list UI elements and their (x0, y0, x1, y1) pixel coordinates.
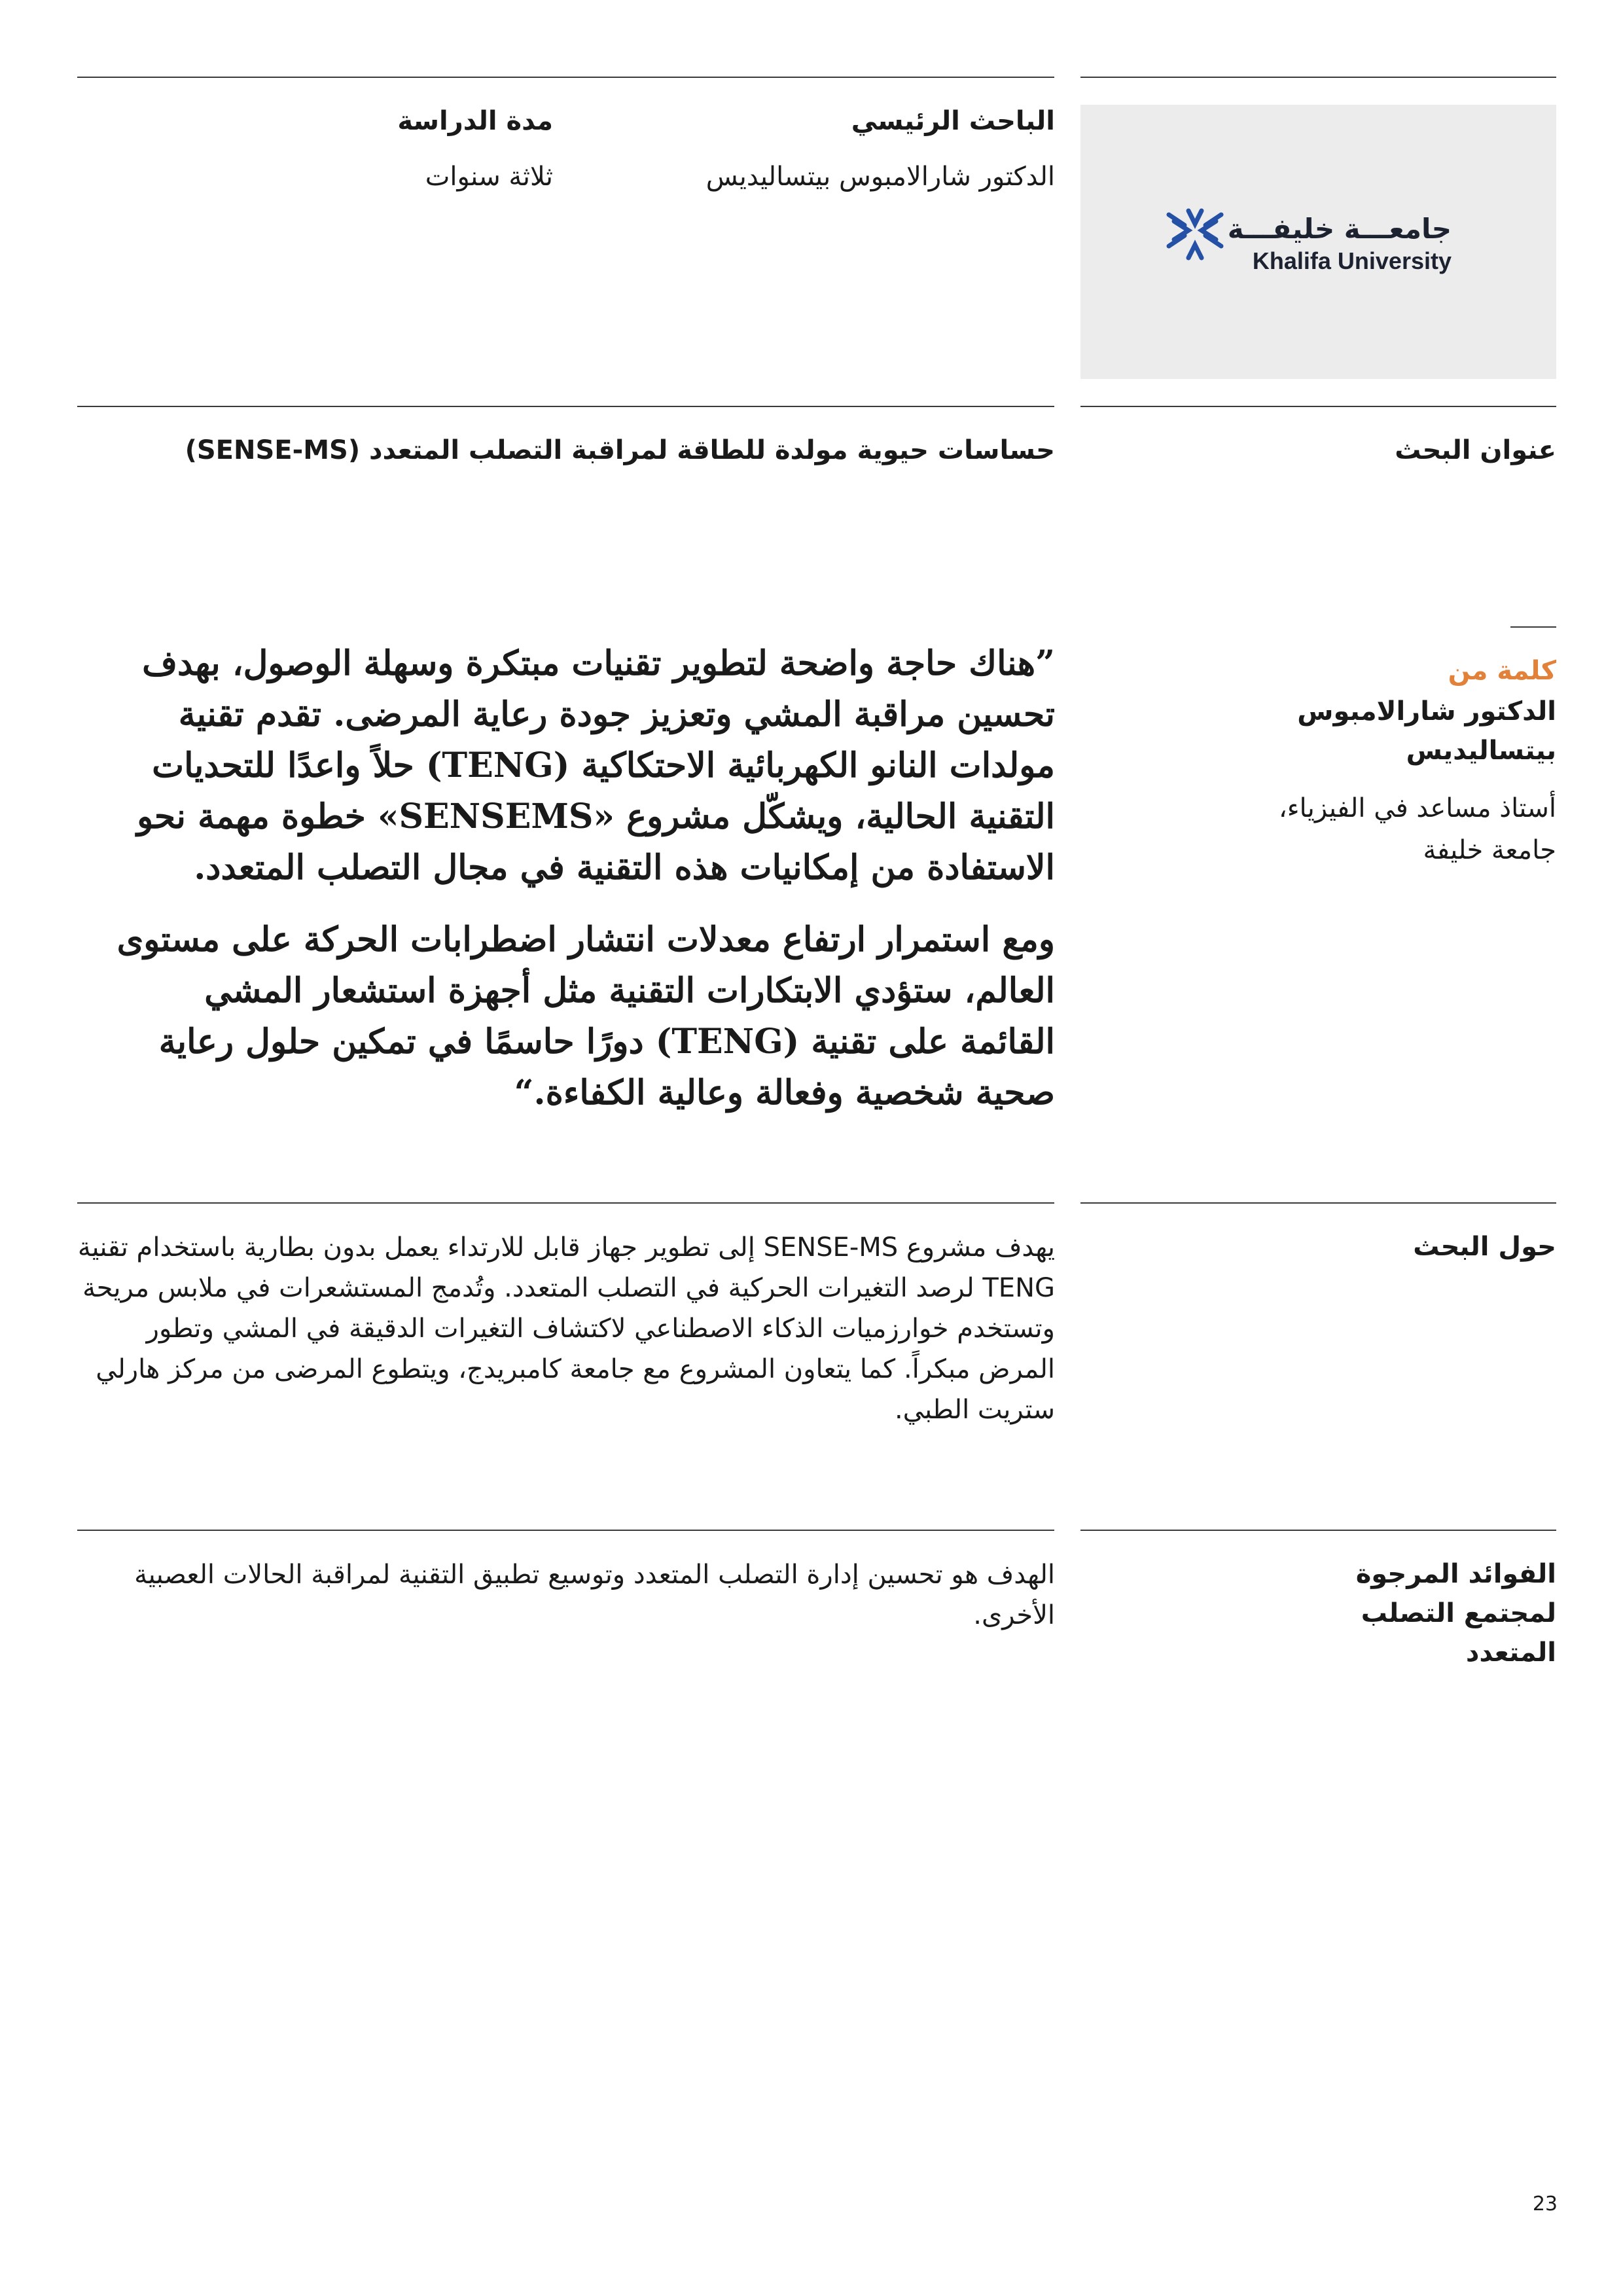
benefits-rule-left (77, 1530, 1054, 1531)
research-title-value: حساسات حيوية مولدة للطاقة لمراقبة التصلب المتعدد (SENSE-MS) (185, 435, 1055, 465)
about-research-label: حول البحث (1413, 1232, 1556, 1262)
logo-name-arabic: جامعـــة خليفـــة (1227, 213, 1452, 245)
top-rule-right (1080, 77, 1556, 78)
quote-speaker-title: أستاذ مساعد في الفيزياء، جامعة خليفة (1278, 793, 1556, 865)
quote-short-rule (1510, 626, 1556, 628)
title-rule-right (1080, 406, 1556, 407)
about-rule-right (1080, 1202, 1556, 1204)
logo-name-english: Khalifa University (1252, 247, 1452, 274)
quote-speaker-name: الدكتور شارالامبوس بيتساليديس (1297, 696, 1556, 766)
title-rule-left (77, 406, 1054, 407)
study-duration-value: ثلاثة سنوات (425, 162, 553, 192)
about-rule-left (77, 1202, 1054, 1204)
university-logo-panel (1080, 105, 1556, 379)
top-rule-left (77, 77, 1054, 78)
benefits-rule-right (1080, 1530, 1556, 1531)
page-number: 23 (1532, 2193, 1558, 2215)
lead-researcher-label: الباحث الرئيسي (851, 106, 1055, 136)
lead-researcher-value: الدكتور شارالامبوس بيتساليديس (705, 162, 1055, 192)
quote-from-label: كلمة من (1448, 656, 1556, 686)
benefits-text: الهدف هو تحسين إدارة التصلب المتعدد وتوسيع تطبيق التقنية لمراقبة الحالات العصبية الأخرى. (134, 1560, 1055, 1630)
khalifa-university-logo-icon (1162, 202, 1228, 267)
quote-paragraph-1: ”هناك حاجة واضحة لتطوير تقنيات مبتكرة وسهلة الوصول، بهدف تحسين مراقبة المشي وتعزيز جودة رعاية المرضى. تقدم تقنية مولدات النانو الكهربائية الاحتكاكية (TENG) حلاً واعدًا للتحديات التقنية الحالية، ويشكّل مشروع «SENSEMS» خطوة مهمة نحو الاستفادة من إمكانيات هذه التقنية في مجال التصلب المتعدد. (137, 643, 1055, 888)
quote-text (106, 638, 1055, 1139)
about-research-text: يهدف مشروع SENSE-MS إلى تطوير جهاز قابل للارتداء يعمل بدون بطارية باستخدام تقنية TENG لرصد التغيرات الحركية في التصلب المتعدد. وتُدمج المستشعرات في ملابس مريحة وتستخدم خوارزميات الذكاء الاصطناعي لاكتشاف التغيرات الدقيقة في المشي وتطور المرض مبكراً. كما يتعاون المشروع مع جامعة كامبريدج، ويتطوع المرضى من مركز هارلي ستريت الطبي. (77, 1232, 1055, 1425)
quote-paragraph-2: ومع استمرار ارتفاع معدلات انتشار اضطرابات الحركة على مستوى العالم، ستؤدي الابتكارات التقنية مثل أجهزة استشعار المشي القائمة على تقنية (TENG) دورًا حاسمًا في تمكين حلول رعاية صحية شخصية وفعالة وعالية الكفاءة.“ (116, 920, 1055, 1113)
study-duration-label: مدة الدراسة (397, 106, 553, 136)
benefits-label: الفوائد المرجوة لمجتمع التصلب المتعدد (1355, 1559, 1556, 1668)
research-title-label: عنوان البحث (1395, 435, 1556, 465)
